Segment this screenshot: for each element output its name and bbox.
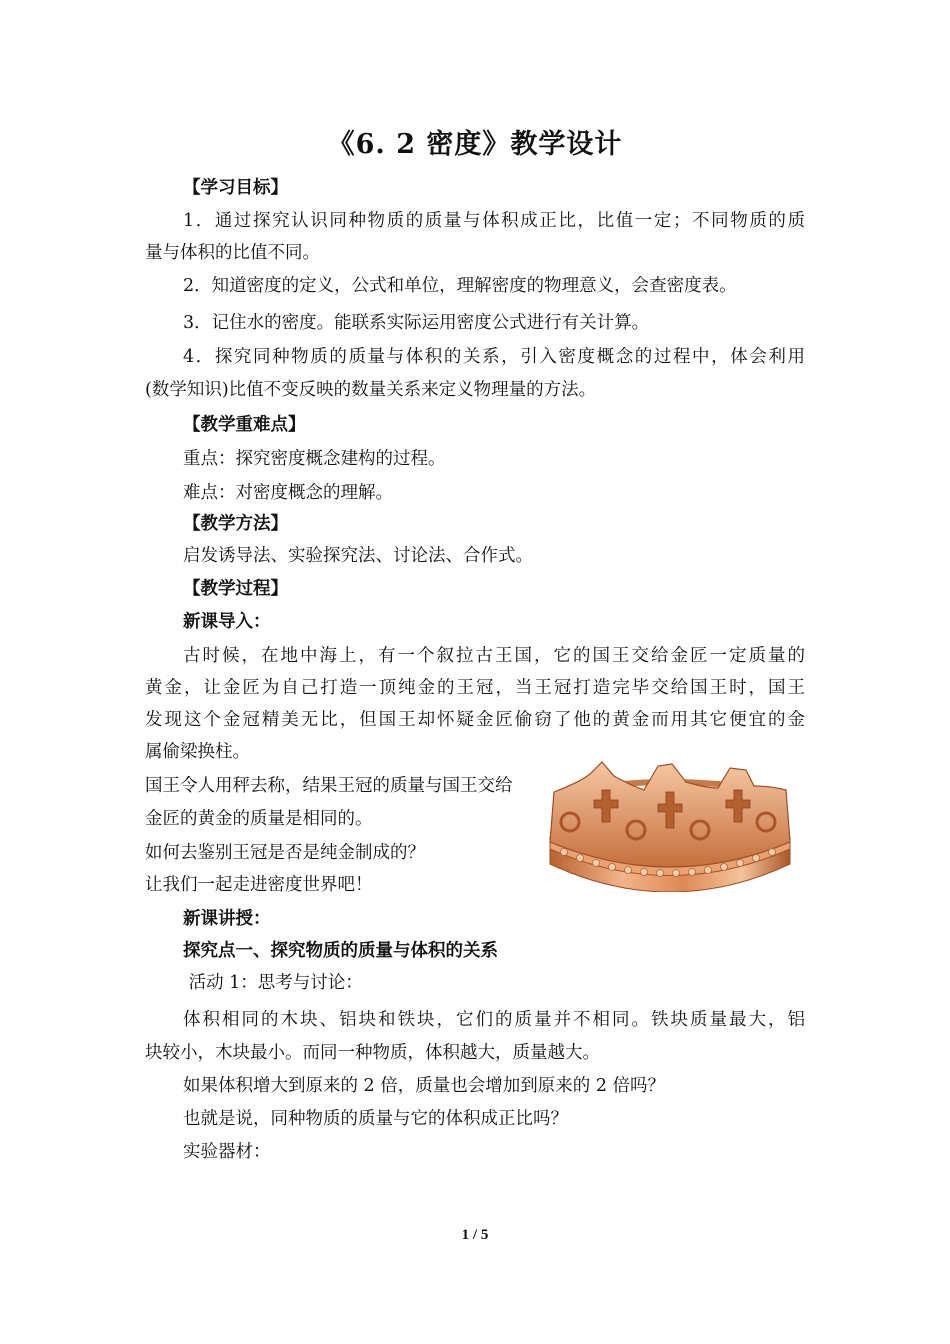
goal-3: 3．记住水的密度。能联系实际运用密度公式进行有关计算。 [183, 313, 650, 333]
story-line-2: 黄金，让金匠为自己打造一顶纯金的王冠，当王冠打造完毕交给国王时，国王 [145, 678, 805, 698]
crown-image [540, 752, 800, 892]
goal-1-line-1: 1．通过探究认识同种物质的质量与体积成正比，比值一定；不同物质的质 [183, 211, 805, 231]
question-2: 也就是说，同种物质的质量与它的体积成正比吗？ [183, 1109, 568, 1129]
story-line-1: 古时候，在地中海上，有一个叙拉古王国，它的国王交给金匠一定质量的 [183, 646, 805, 666]
story-line-5: 国王令人用秤去称，结果王冠的质量与国王交给 [145, 776, 513, 796]
key-point: 重点：探究密度概念建构的过程。 [183, 449, 446, 469]
goal-2: 2．知道密度的定义，公式和单位，理解密度的物理意义，会查密度表。 [183, 276, 737, 296]
document-title: 《6. 2 密度》教学设计 [327, 129, 623, 160]
lecture-heading: 新课讲授： [183, 909, 271, 929]
story-line-8: 让我们一起走进密度世界吧！ [145, 875, 373, 895]
key-difficult-heading: 【教学重难点】 [183, 415, 306, 435]
story-line-3: 发现这个金冠精美无比，但国王却怀疑金匠偷窃了他的黄金而用其它便宜的金 [145, 710, 805, 730]
goal-1-line-2: 量与体积的比值不同。 [145, 243, 320, 263]
intro-heading: 新课导入： [183, 612, 271, 632]
goal-4-line-2: (数学知识)比值不变反映的数量关系来定义物理量的方法。 [145, 380, 597, 400]
story-line-6: 金匠的黄金的质量是相同的。 [145, 809, 373, 829]
story-line-4: 属偷梁换柱。 [145, 742, 250, 762]
goal-4-line-1: 4．探究同种物质的质量与体积的关系，引入密度概念的过程中，体会利用 [183, 347, 805, 367]
methods-text: 启发诱导法、实验探究法、讨论法、合作式。 [183, 546, 533, 566]
story-line-7: 如何去鉴别王冠是否是纯金制成的？ [145, 843, 425, 863]
discussion-line-2: 块较小，木块最小。而同一种物质，体积越大，质量越大。 [145, 1043, 600, 1063]
method-heading: 【教学方法】 [183, 514, 288, 534]
discussion-line-1: 体积相同的木块、铝块和铁块，它们的质量并不相同。铁块质量最大，铝 [183, 1010, 805, 1030]
point-1-heading: 探究点一、探究物质的质量与体积的关系 [183, 941, 498, 961]
question-1: 如果体积增大到原来的 2 倍，质量也会增加到原来的 2 倍吗？ [183, 1076, 666, 1096]
process-heading: 【教学过程】 [183, 579, 288, 599]
goals-heading: 【学习目标】 [183, 178, 288, 198]
equipment-label: 实验器材： [183, 1142, 271, 1162]
activity-1: 活动 1：思考与讨论： [183, 973, 363, 993]
page-number: 1 / 5 [461, 1227, 489, 1243]
difficult-point: 难点：对密度概念的理解。 [183, 483, 393, 503]
